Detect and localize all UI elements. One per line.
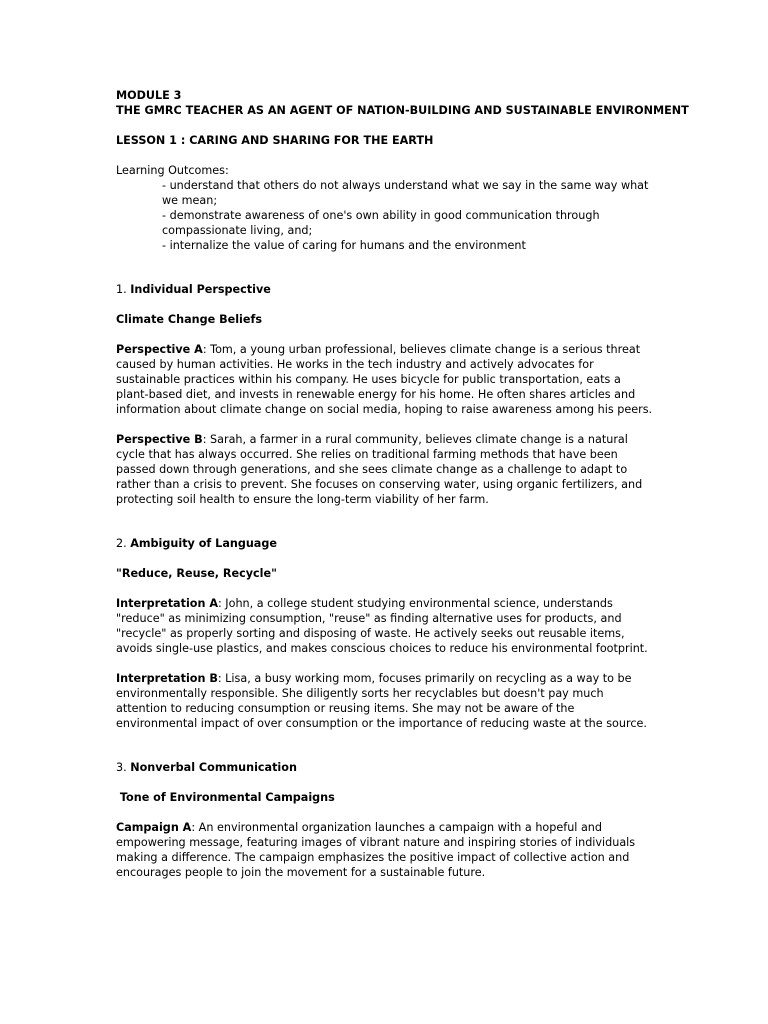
section-number: 2.: [116, 537, 131, 550]
entry-label: Perspective A: [116, 343, 203, 356]
section-number: 3.: [116, 761, 131, 774]
section-title: Ambiguity of Language: [130, 537, 277, 550]
lesson-title: LESSON 1 : CARING AND SHARING FOR THE EARTH: [116, 134, 434, 147]
section-heading: [116, 760, 656, 775]
entry-text: : Lisa, a busy working mom, focuses primarily on recycling as a way to be environmentally responsible. She diligently sorts her recyclables but doesn't pay much attention to reducing consumption or reusing items. She may not be aware of the environmental impact of over consumption or the importance of reducing waste at the source.: [116, 672, 647, 730]
section-title: Individual Perspective: [130, 283, 271, 296]
section-subtitle: "Reduce, Reuse, Recycle": [116, 567, 277, 580]
entry-label: Perspective B: [116, 433, 203, 446]
section-entry: [116, 432, 656, 507]
learning-outcome-item: - understand that others do not always understand what we say in the same way what we mean;: [162, 179, 649, 207]
learning-outcome-item: - demonstrate awareness of one's own ability in good communication through compassionate living, and;: [162, 209, 600, 237]
learning-outcomes-list: [116, 178, 656, 253]
section-entry: [116, 671, 656, 731]
section-entry: [116, 820, 656, 880]
module-title: THE GMRC TEACHER AS AN AGENT OF NATION-BUILDING AND SUSTAINABLE ENVIRONMENT: [116, 104, 689, 117]
section-entry: [116, 342, 656, 417]
section-heading: [116, 282, 656, 297]
document-page: [116, 88, 689, 880]
section-subtitle: Climate Change Beliefs: [116, 313, 262, 326]
section-heading: [116, 536, 656, 551]
entry-label: Campaign A: [116, 821, 192, 834]
section-title: Nonverbal Communication: [130, 761, 297, 774]
section-number: 1.: [116, 283, 131, 296]
section-entry: [116, 596, 656, 656]
entry-text: : John, a college student studying environmental science, understands "reduce" as minimizing consumption, "reuse" as finding alternative uses for products, and "recycle" as properly sorting and disposing of waste. He actively seeks out reusable items, avoids single-use plastics, and makes conscious choices to reduce his environmental footprint.: [116, 597, 648, 655]
module-label: MODULE 3: [116, 89, 182, 102]
entry-text: : Tom, a young urban professional, believes climate change is a serious threat caused by human activities. He works in the tech industry and actively advocates for sustainable practices within his company. He uses bicycle for public transportation, eats a plant-based diet, and invests in renewable energy for his home. He often shares articles and information about climate change on social media, hoping to raise awareness among his peers.: [116, 343, 653, 416]
section-subtitle: Tone of Environmental Campaigns: [116, 791, 335, 804]
learning-outcome-item: - internalize the value of caring for humans and the environment: [162, 239, 526, 252]
learning-outcomes-heading: Learning Outcomes:: [116, 164, 229, 177]
entry-text: : An environmental organization launches a campaign with a hopeful and empowering message, featuring images of vibrant nature and inspiring stories of individuals making a difference. The campaign emphasizes the positive impact of collective action and encourages people to join the movement for a sustainable future.: [116, 821, 636, 879]
entry-label: Interpretation B: [116, 672, 218, 685]
entry-label: Interpretation A: [116, 597, 218, 610]
entry-text: : Sarah, a farmer in a rural community, believes climate change is a natural cycle that has always occurred. She relies on traditional farming methods that have been passed down through generations, and she sees climate change as a challenge to adapt to rather than a crisis to prevent. She focuses on conserving water, using organic fertilizers, and protecting soil health to ensure the long-term viability of her farm.: [116, 433, 643, 506]
